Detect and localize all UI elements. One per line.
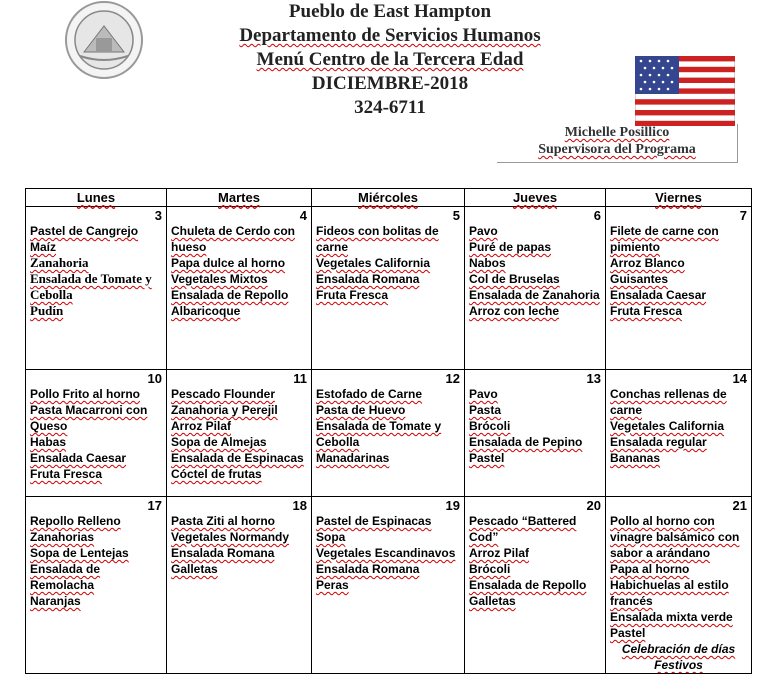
menu-item-text: Zanahoria y Perejil [171,403,278,417]
menu-item-text: Papa dulce al horno [171,256,286,270]
menu-item [171,402,307,418]
menu-item [171,271,307,287]
menu-item-text: Ensalada de Remolacha [30,562,101,592]
supervisor-box [497,124,738,163]
menu-day-cell [26,497,167,674]
menu-item-text: Vegetales Mixtos [171,272,268,286]
menu-item-text: Ensalada Caesar [610,288,707,302]
menu-item [610,271,747,287]
day-number: 5 [452,208,460,223]
menu-item [30,561,162,593]
menu-item [316,545,460,561]
menu-item-text: Pasta [469,403,502,417]
menu-item [469,386,601,402]
menu-item-text: Nabos [469,256,506,270]
menu-day-cell [312,207,465,370]
menu-item-text: Pasta Ziti al horno [171,514,276,528]
menu-item-text: Fideos con bolitas de carne [316,224,439,254]
menu-calendar-table [25,188,752,674]
menu-day-cell [606,207,752,370]
menu-item-text: Pollo al horno con vinagre balsámico con sabor a arándano [610,514,740,560]
weekday-label: Viernes [655,190,702,205]
weekday-header [606,189,752,207]
menu-item-text: Ensalada Romana [316,562,420,576]
supervisor-title: Supervisora del Programa [538,142,696,157]
menu-item-text: Habas [30,435,67,449]
menu-item-text: Ensalada de Zanahoria [469,288,600,302]
day-number: 21 [732,498,747,513]
menu-item-text: Papa al horno [610,562,690,576]
menu-item-text: Pavo [469,387,498,401]
menu-item-text: Chuleta de Cerdo con hueso [171,224,296,254]
menu-item-text: Fruta Fresca [316,288,389,302]
menu-item [610,434,747,450]
menu-day-cell [465,370,606,497]
menu-item-text: Conchas rellenas de carne [610,387,727,417]
day-number: 18 [292,498,307,513]
menu-item [30,402,162,434]
department-name: Departamento de Servicios Humanos [239,25,541,46]
menu-item-text: Fruta Fresca [610,304,683,318]
weekday-label: Martes [218,190,260,205]
menu-item-text: Pudín [30,303,64,318]
menu-item-text: Pescado “Battered Cod” [469,514,577,544]
menu-item-text: Ensalada de Tomate y Cebolla [30,271,152,302]
weekday-label: Lunes [76,190,116,205]
menu-item-text: Arroz Pilaf [171,419,232,433]
menu-title-block [190,0,590,120]
menu-item [469,303,601,319]
menu-day-cell [312,370,465,497]
menu-item-text: Arroz con leche [469,304,560,318]
menu-item-text: Naranjas [30,594,81,608]
menu-item-text: Pescado Flounder [171,387,276,401]
menu-item [610,303,747,319]
weekday-header [26,189,167,207]
menu-item-text: Pasta de Huevo [316,403,406,417]
menu-item [610,223,747,255]
menu-item-text: Pavo [469,224,498,238]
menu-item-text: Sopa [316,530,346,544]
menu-item [469,561,601,577]
menu-day-cell [606,370,752,497]
menu-day-cell [465,497,606,674]
menu-item-text: Pastel de Espinacas [316,514,432,528]
menu-item [171,545,307,561]
day-number: 12 [445,371,460,386]
menu-item-text: Guisantes [610,272,669,286]
menu-item [316,255,460,271]
menu-item [610,513,747,561]
day-number: 4 [299,208,307,223]
menu-item-text: Albaricoque [171,304,241,318]
menu-item-text: Cóctel de frutas [171,467,262,481]
menu-item-text: Sopa de Almejas [171,435,267,449]
menu-item-text: Pasta Macarroni con Queso [30,403,148,433]
menu-item [610,625,747,641]
menu-item-text: Puré de papas [469,240,552,254]
menu-item [171,513,307,529]
menu-item-text: Brócoli [469,562,511,576]
town-seal-logo [62,0,146,84]
menu-item [30,450,162,466]
menu-item [30,545,162,561]
menu-item [316,287,460,303]
menu-item [469,255,601,271]
menu-item-text: Estofado de Carne [316,387,423,401]
menu-item [316,402,460,418]
supervisor-name: Michelle Posillico [564,125,670,140]
menu-item-text: Vegetales California [610,419,725,433]
menu-item [30,386,162,402]
weekday-label: Jueves [512,190,558,205]
menu-item-text: Zanahorias [30,530,95,544]
menu-item [316,561,460,577]
menu-day-cell [167,207,312,370]
menu-item [171,434,307,450]
menu-item [469,434,601,450]
day-number: 17 [147,498,162,513]
weekday-header-row [26,189,752,207]
menu-item [316,450,460,466]
menu-item-text: Habichuelas al estilo francés [610,578,729,608]
menu-week-row [26,207,752,370]
menu-item [171,450,307,466]
menu-item [171,466,307,482]
menu-item [171,418,307,434]
menu-item-text: Pastel [469,451,505,465]
menu-item [469,450,601,466]
menu-item-text: Vegetales Normandy [171,530,290,544]
menu-header [0,0,768,180]
menu-item-text: Ensalada Romana [316,272,420,286]
menu-item-text: Galletas [171,562,218,576]
menu-item-text: Zanahoria [30,255,89,270]
menu-week-row [26,370,752,497]
menu-item-text: Pollo Frito al horno [30,387,140,401]
menu-item [469,402,601,418]
menu-day-cell [167,497,312,674]
menu-item [30,271,162,303]
menu-item-text: Ensalada de Tomate y Cebolla [316,419,442,449]
menu-item-text: Galletas [469,594,516,608]
day-number: 20 [586,498,601,513]
menu-item-text: Sopa de Lentejas [30,546,129,560]
menu-week-row [26,497,752,674]
holiday-note-text: Celebración de días Festivos [621,642,736,672]
menu-item [30,593,162,609]
menu-item-text: Vegetales California [316,256,431,270]
menu-item [469,545,601,561]
menu-item [171,561,307,577]
day-number: 13 [586,371,601,386]
menu-item [469,418,601,434]
day-number: 7 [739,208,747,223]
menu-item-text: Vegetales Escandinavos [316,546,456,560]
day-number: 6 [593,208,601,223]
menu-item [469,223,601,239]
menu-item-text: Ensalada regular [610,435,707,449]
phone-number: 324-6711 [354,97,426,118]
day-number: 14 [732,371,747,386]
menu-item [610,561,747,577]
menu-item [30,529,162,545]
menu-item [171,287,307,303]
menu-item [171,255,307,271]
menu-item-text: Ensalada de Pepino [469,435,583,449]
menu-item-text: Ensalada de Espinacas [171,451,304,465]
menu-item [316,577,460,593]
menu-item [30,255,162,271]
menu-item-text: Arroz Pilaf [469,546,530,560]
menu-item [610,418,747,434]
menu-item-text: Peras [316,578,349,592]
menu-item [610,287,747,303]
menu-item-text: Manadarinas [316,451,390,465]
menu-item-text: Maíz [30,240,57,254]
weekday-header [167,189,312,207]
menu-item [610,255,747,271]
menu-item-text: Ensalada Romana [171,546,275,560]
menu-month: DICIEMBRE-2018 [311,73,469,94]
day-number: 3 [154,208,162,223]
day-number: 11 [293,371,307,386]
menu-item [469,239,601,255]
menu-item [610,609,747,625]
menu-item [316,223,460,255]
menu-item [30,466,162,482]
menu-item [30,303,162,319]
menu-item-text: Ensalada mixta verde [610,610,733,624]
menu-item [171,303,307,319]
menu-item [469,577,601,593]
menu-item [610,577,747,609]
us-flag-image [635,56,735,126]
menu-item [30,223,162,239]
town-name: Pueblo de East Hampton [288,1,492,22]
menu-item [171,529,307,545]
menu-item [469,593,601,609]
menu-item [316,529,460,545]
weekday-header [312,189,465,207]
menu-item-text: Pastel de Cangrejo [30,224,139,238]
day-number: 10 [147,371,162,386]
menu-title: Menú Centro de la Tercera Edad [256,49,524,70]
holiday-note [610,641,747,673]
menu-item [30,513,162,529]
day-number: 19 [445,498,460,513]
menu-item-text: Ensalada Caesar [30,451,127,465]
menu-day-cell [606,497,752,674]
menu-day-cell [312,497,465,674]
menu-item [171,223,307,255]
menu-item [171,386,307,402]
menu-day-cell [167,370,312,497]
weekday-header [465,189,606,207]
menu-day-cell [465,207,606,370]
menu-item-text: Brócoli [469,419,511,433]
menu-item-text: Col de Bruselas [469,272,560,286]
menu-item [316,271,460,287]
menu-item-text: Pastel [610,626,646,640]
menu-item [610,386,747,418]
menu-item [469,271,601,287]
menu-item [316,386,460,402]
menu-item-text: Fruta Fresca [30,467,103,481]
weekday-label: Miércoles [358,190,418,205]
menu-item-text: Bananas [610,451,661,465]
menu-day-cell [26,370,167,497]
menu-item [610,450,747,466]
menu-item-text: Arroz Blanco [610,256,685,270]
menu-item-text: Ensalada de Repollo [171,288,289,302]
menu-item [30,434,162,450]
menu-item [469,513,601,545]
menu-item [469,287,601,303]
menu-item-text: Repollo Relleno [30,514,121,528]
menu-item [316,418,460,450]
menu-item-text: Filete de carne con pimiento [610,224,719,254]
menu-item [316,513,460,529]
menu-day-cell [26,207,167,370]
menu-item-text: Ensalada de Repollo [469,578,587,592]
menu-item [30,239,162,255]
